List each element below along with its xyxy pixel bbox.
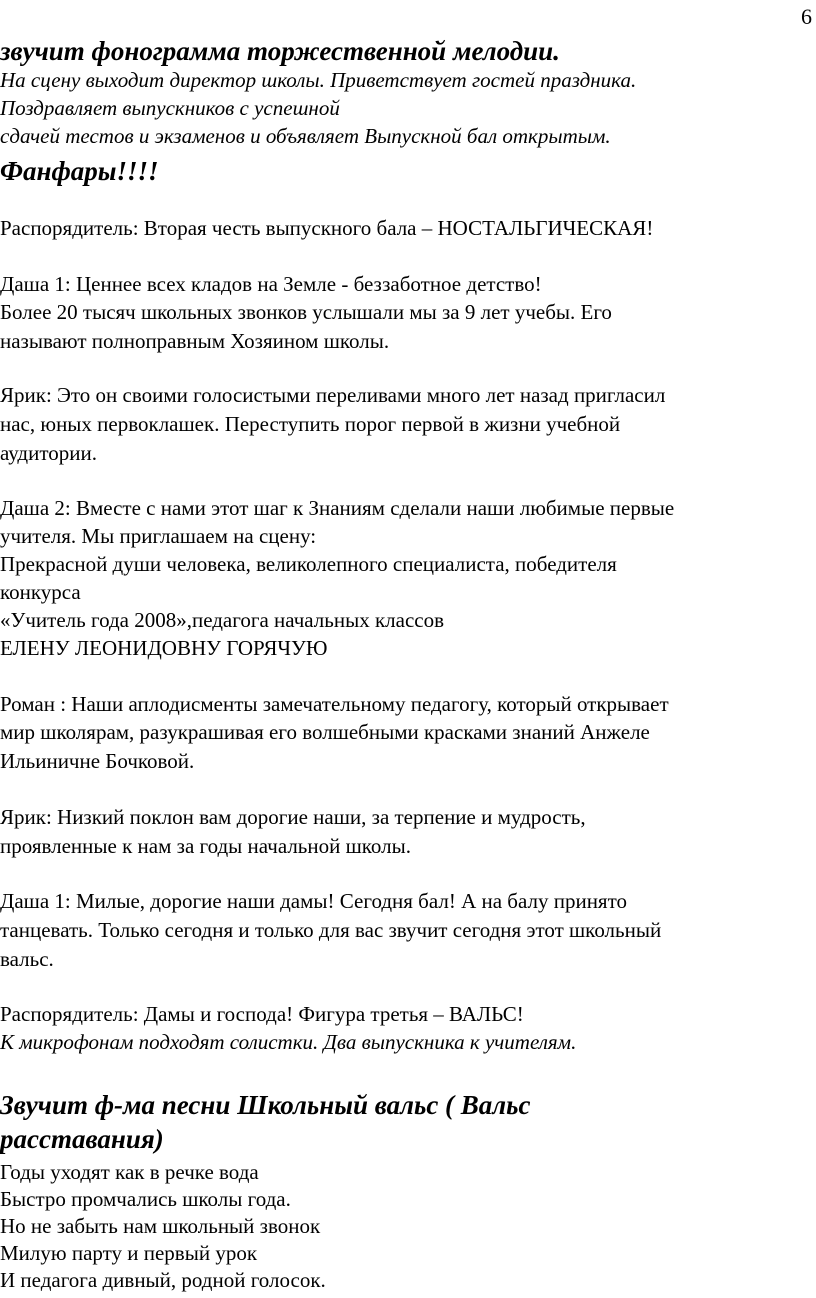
paragraph-line: ЕЛЕНУ ЛЕОНИДОВНУ ГОРЯЧУЮ	[0, 636, 328, 660]
paragraph-line: Даша 2: Вместе с нами этот шаг к Знаниям сделали наши любимые первые	[0, 496, 675, 520]
paragraph-line: «Учитель года 2008»,педагога начальных классов	[0, 608, 445, 632]
paragraph-line: проявленные к нам за годы начальной школы.	[0, 834, 411, 858]
song-line: Быстро промчались школы года.	[0, 1187, 291, 1211]
song-line: Милую парту и первый урок	[0, 1241, 258, 1265]
song-heading-line: расставания)	[0, 1124, 164, 1154]
paragraph-line: вальс.	[0, 947, 54, 971]
paragraph-line: Ярик: Низкий поклон вам дорогие наши, за терпение и мудрость,	[0, 805, 586, 829]
paragraph-line: Распорядитель: Вторая честь выпускного бала – НОСТАЛЬГИЧЕСКАЯ!	[0, 216, 654, 240]
heading-music: звучит фонограмма торжественной мелодии.	[0, 36, 560, 66]
paragraph-line: Более 20 тысяч школьных звонков услышали мы за 9 лет учебы. Его	[0, 300, 612, 324]
paragraph-line: нас, юных первоклашек. Переступить порог первой в жизни учебной	[0, 412, 621, 436]
paragraph-line: танцевать. Только сегодня и только для вас звучит сегодня этот школьный	[0, 918, 662, 942]
fanfare-heading: Фанфары!!!!	[0, 156, 159, 186]
song-heading-line: Звучит ф-ма песни Школьный вальс ( Вальс	[0, 1090, 531, 1120]
stage-direction-line: На сцену выходит директор школы. Приветствует гостей праздника.	[0, 68, 637, 92]
paragraph-line: Ярик: Это он своими голосистыми переливами много лет назад пригласил	[0, 383, 666, 407]
paragraph-line: конкурса	[0, 580, 81, 604]
stage-direction-2: К микрофонам подходят солистки. Два выпускника к учителям.	[0, 1030, 577, 1054]
paragraph-line: называют полноправным Хозяином школы.	[0, 329, 390, 353]
paragraph-line: Ильиничне Бочковой.	[0, 749, 195, 773]
paragraph-line: учителя. Мы приглашаем на сцену:	[0, 524, 317, 548]
stage-direction-line: сдачей тестов и экзаменов и объявляет Выпускной бал открытым.	[0, 124, 611, 148]
song-line: И педагога дивный, родной голосок.	[0, 1268, 326, 1292]
page-number: 6	[801, 4, 812, 29]
song-line: Но не забыть нам школьный звонок	[0, 1214, 321, 1238]
paragraph-line: Даша 1: Ценнее всех кладов на Земле - беззаботное детство!	[0, 272, 542, 296]
paragraph-line: аудитории.	[0, 441, 97, 465]
paragraph-line: мир школярам, разукрашивая его волшебными красками знаний Анжеле	[0, 720, 650, 744]
paragraph-line: Распорядитель: Дамы и господа! Фигура третья – ВАЛЬС!	[0, 1002, 524, 1026]
paragraph-line: Прекрасной души человека, великолепного специалиста, победителя	[0, 552, 617, 576]
song-line: Годы уходят как в речке вода	[0, 1160, 259, 1184]
paragraph-line: Роман : Наши аплодисменты замечательному педагогу, который открывает	[0, 692, 669, 716]
paragraph-line: Даша 1: Милые, дорогие наши дамы! Сегодня бал! А на балу принято	[0, 889, 627, 913]
stage-direction-line: Поздравляет выпускников с успешной	[0, 96, 340, 120]
